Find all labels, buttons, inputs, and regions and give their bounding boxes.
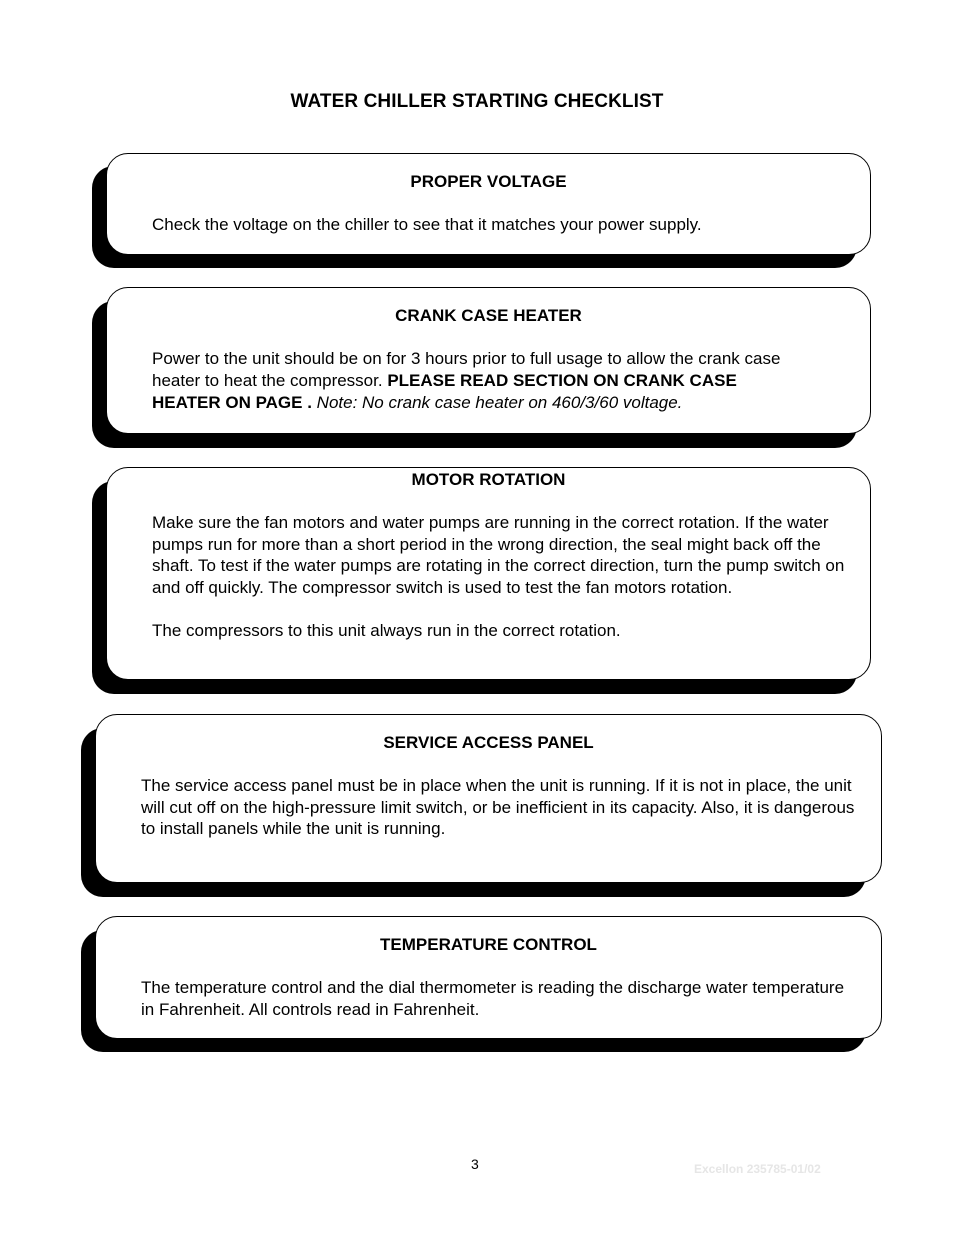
card-title: MOTOR ROTATION — [411, 470, 566, 489]
card-paragraph: Make sure the fan motors and water pumps are running in the correct rotation. If the water pumps run for more than a short period in the wrong direction, the seal might back off the shaft. To test if the water pumps are rotating in the correct direction, turn the pump switch on and off quickly. The compressor switch is used to test the fan motors rotation. — [152, 513, 845, 597]
card-title: TEMPERATURE CONTROL — [380, 935, 597, 954]
card-motor-rotation — [106, 467, 871, 680]
italic-note-text: Note: No crank case heater on 460/3/60 voltage. — [311, 393, 683, 412]
card-body — [141, 775, 867, 840]
card-crank-case-heater — [106, 287, 871, 434]
card-body — [152, 348, 856, 414]
card-text-line: Power to the unit should be on for 3 hours prior to full usage to allow the crank case — [152, 349, 781, 368]
card-paragraph: The compressors to this unit always run in the correct rotation. — [152, 620, 621, 640]
card-body — [152, 214, 856, 236]
card-text: The temperature control and the dial thermometer is reading the discharge water temperature in Fahrenheit. All controls read in Fahrenheit. — [141, 978, 845, 1019]
document-id: Excellon 235785-01/02 — [694, 1162, 821, 1176]
card-service-access-panel — [95, 714, 882, 883]
card-title: PROPER VOLTAGE — [410, 172, 567, 191]
card-text-line — [152, 392, 856, 414]
card-body — [152, 512, 856, 641]
card-text: Check the voltage on the chiller to see that it matches your power supply. — [152, 215, 702, 234]
bold-warning-text: PLEASE READ SECTION ON CRANK CASE — [387, 371, 737, 390]
card-text: The service access panel must be in place when the unit is running. If it is not in place, the unit will cut off on the high-pressure limit switch, or be inefficient in its capacity. Also, it is dangerous to install panels while the unit is running. — [141, 776, 855, 838]
card-temperature-control — [95, 916, 882, 1039]
card-body — [141, 977, 861, 1020]
bold-warning-text: HEATER ON PAGE . — [152, 393, 312, 412]
page-number: 3 — [471, 1156, 479, 1172]
plain-text: heater to heat the compressor. — [152, 371, 388, 390]
card-proper-voltage — [106, 153, 871, 255]
card-title: SERVICE ACCESS PANEL — [383, 733, 594, 752]
page-title: WATER CHILLER STARTING CHECKLIST — [290, 91, 664, 112]
card-text-line — [152, 370, 856, 392]
card-title: CRANK CASE HEATER — [395, 306, 582, 325]
